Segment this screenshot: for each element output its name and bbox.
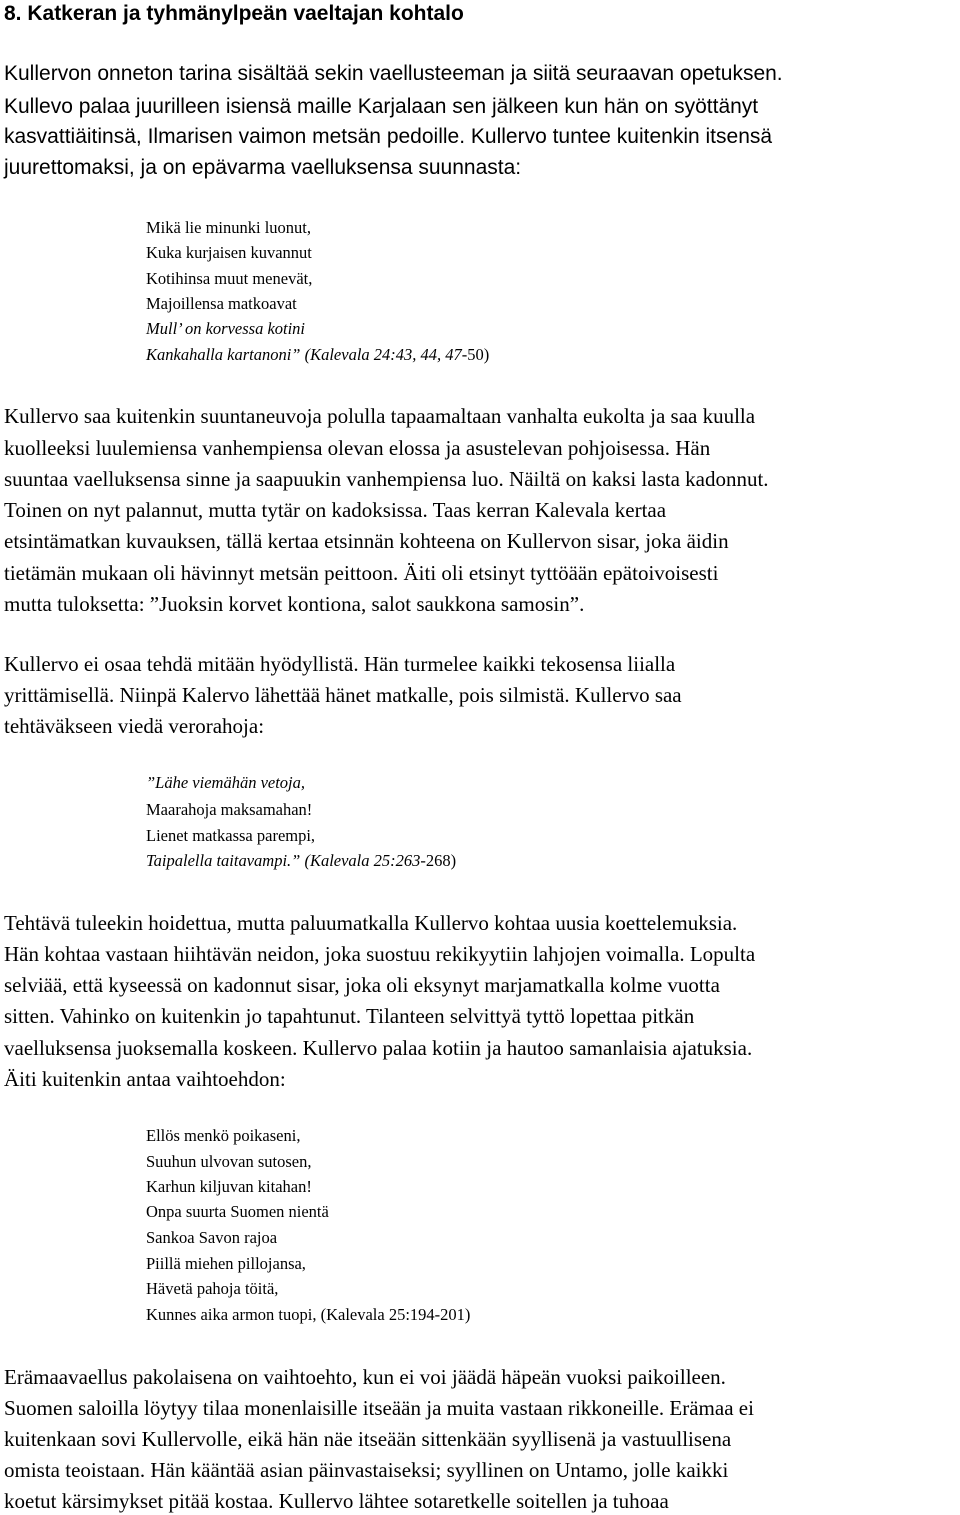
verse-line: Hävetä pahoja töitä,: [146, 1279, 279, 1298]
verse-line: Majoillensa matkoavat: [146, 294, 297, 313]
citation-end: 268): [425, 851, 457, 870]
verse-line: Kotihinsa muut menevät,: [146, 269, 313, 288]
verse-line: Kuka kurjaisen kuvannut: [146, 243, 312, 262]
text-line: Äiti kuitenkin antaa vaihtoehdon:: [4, 1067, 286, 1091]
text-line: kasvattiäitinsä, Ilmarisen vaimon metsän pedoille. Kullervo tuntee kuitenkin itsensä: [4, 125, 773, 148]
verse-line: Ellös menkö poikaseni,: [146, 1126, 301, 1145]
verse-line: Kunnes aika armon tuopi, (Kalevala 25:194-201): [146, 1305, 471, 1324]
text-line: yrittämisellä. Niinpä Kalervo lähettää hänet matkalle, pois silmistä. Kullervo saa: [4, 683, 682, 707]
verse-text-italic: Kankahalla kartanoni” (Kalevala 24:43, 44, 47-: [146, 345, 468, 364]
verse-line: Piillä miehen pillojansa,: [146, 1254, 306, 1273]
verse-line-citation: [146, 344, 489, 366]
verse-line: Onpa suurta Suomen nientä: [146, 1202, 329, 1221]
text-line: mutta tuloksetta: ”Juoksin korvet kontiona, salot saukkona samosin”.: [4, 592, 585, 616]
text-line: koetut kärsimykset pitää kostaa. Kullervo lähtee sotaretkelle soitellen ja tuhoaa: [4, 1489, 669, 1513]
verse-line: Sankoa Savon rajoa: [146, 1228, 278, 1247]
text-line: tietämän mukaan oli hävinnyt metsän peittoon. Äiti oli etsinyt tyttöään epätoivoisesti: [4, 561, 719, 585]
text-line: Hän kohtaa vastaan hiihtävän neidon, joka suostuu rekikyytiin lahjojen voimalla. Lopulta: [4, 942, 756, 966]
text-line: kuitenkaan sovi Kullervolle, eikä hän näe itseään sittenkään syyllisenä ja vastuullisena: [4, 1427, 732, 1451]
text-line: selviää, että kyseessä on kadonnut sisar, joka oli eksynyt marjamatkalla kolme vuotta: [4, 973, 720, 997]
verse-line: Maarahoja maksamahan!: [146, 800, 313, 819]
text-line: Kullervo saa kuitenkin suuntaneuvoja polulla tapaamaltaan vanhalta eukolta ja saa kuulla: [4, 404, 756, 428]
section-heading: 8. Katkeran ja tyhmänylpeän vaeltajan kohtalo: [4, 2, 464, 25]
text-line: Suomen saloilla löytyy tilaa monenlaisille itseään ja muita vastaan rikkoneille. Erämaa ei: [4, 1396, 754, 1420]
verse-line: Mull’ on korvessa kotini: [146, 319, 306, 338]
text-line: Erämaavaellus pakolaisena on vaihtoehto, kun ei voi jäädä häpeän vuoksi paikoilleen.: [4, 1365, 726, 1389]
text-line: Tehtävä tuleekin hoidettua, mutta paluumatkalla Kullervo kohtaa uusia koettelemuksia.: [4, 911, 738, 935]
verse-line: Suuhun ulvovan sutosen,: [146, 1152, 312, 1171]
text-line: kuolleeksi luulemiensa vanhempiensa olevan elossa ja asustelevan pohjoisessa. Hän: [4, 436, 711, 460]
verse-text-italic: Taipalella taitavampi.” (Kalevala 25:263-: [146, 851, 426, 870]
verse-line: Lienet matkassa parempi,: [146, 826, 316, 845]
verse-line: Mikä lie minunki luonut,: [146, 218, 311, 237]
text-line: sitten. Vahinko on kuitenkin jo tapahtunut. Tilanteen selvittyä tyttö lopettaa pitkän: [4, 1004, 695, 1028]
text-line: Kullervon onneton tarina sisältää sekin vaellusteeman ja siitä seuraavan opetuksen.: [4, 62, 783, 85]
text-line: Kullervo ei osaa tehdä mitään hyödyllistä. Hän turmelee kaikki tekosensa liialla: [4, 652, 676, 676]
verse-line: Karhun kiljuvan kitahan!: [146, 1177, 312, 1196]
verse-line-citation: [146, 850, 456, 872]
citation-end: 50): [467, 345, 490, 364]
text-line: suuntaa vaelluksensa sinne ja saapuukin vanhempiensa luo. Näiltä on kaksi lasta kadonnut.: [4, 467, 769, 491]
text-line: Kullevo palaa juurilleen isiensä maille Karjalaan sen jälkeen kun hän on syöttänyt: [4, 95, 759, 118]
text-line: Toinen on nyt palannut, mutta tytär on kadoksissa. Taas kerran Kalevala kertaa: [4, 498, 667, 522]
text-line: omista teoistaan. Hän kääntää asian päinvastaiseksi; syyllinen on Untamo, jolle kaikki: [4, 1458, 729, 1482]
text-line: vaelluksensa juoksemalla koskeen. Kullervo palaa kotiin ja hautoo samanlaisia ajatuksia.: [4, 1036, 753, 1060]
text-line: tehtäväkseen viedä verorahoja:: [4, 714, 265, 738]
text-line: juurettomaksi, ja on epävarma vaelluksensa suunnasta:: [4, 156, 522, 179]
verse-line: ”Lähe viemähän vetoja,: [146, 773, 306, 792]
text-line: etsintämatkan kuvauksen, tällä kertaa etsinnän kohteena on Kullervon sisar, joka äidin: [4, 529, 729, 553]
